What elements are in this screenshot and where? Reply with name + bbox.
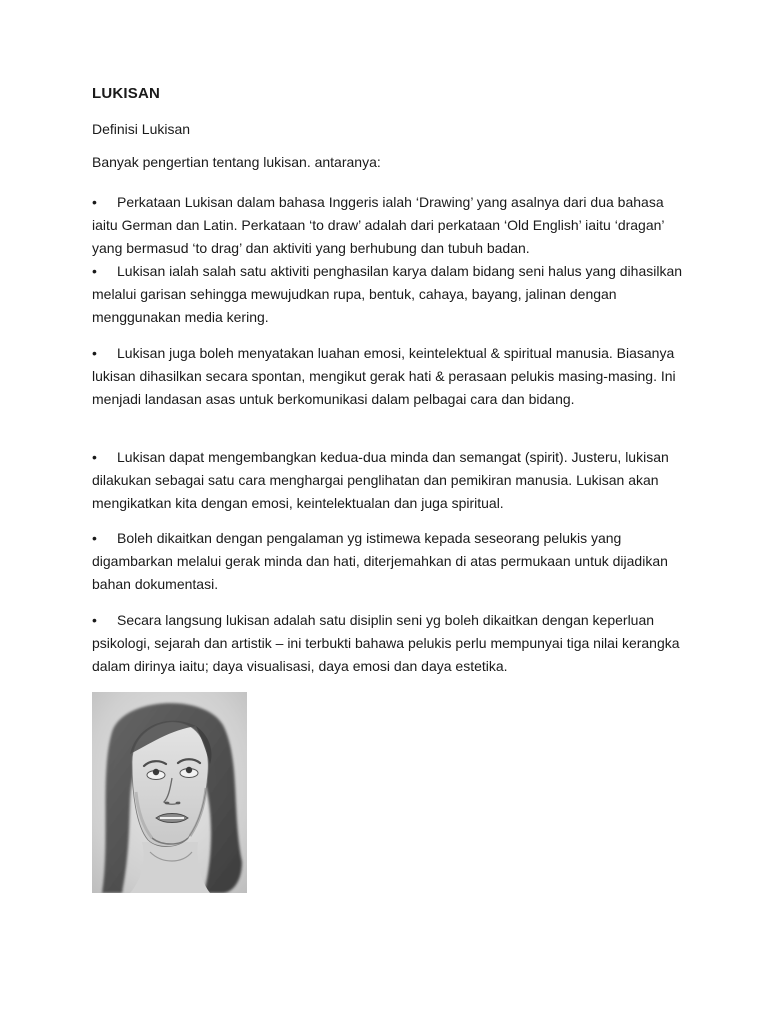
intro-text: Banyak pengertian tentang lukisan. antaranya: [92,154,381,170]
bullet-paragraph [92,609,692,678]
bullet-paragraph [92,527,692,596]
paragraph-text: Lukisan juga boleh menyatakan luahan emosi, keintelektual & spiritual manusia. Biasanya lukisan dihasilkan secara spontan, mengikut gerak hati & perasaan pelukis masing-masing. Ini menjadi landasan asas untuk berkomunikasi dalam pelbagai cara dan bidang. [92,345,676,407]
paragraph-text: Lukisan dapat mengembangkan kedua-dua minda dan semangat (spirit). Justeru, lukisan dilakukan sebagai satu cara menghargai penglihatan dan pemikiran manusia. Lukisan akan mengikatkan kita dengan emosi, keintelektualan dan juga spiritual. [92,449,669,511]
bullet-paragraph [92,191,692,260]
bullet-paragraph [92,446,692,515]
paragraph-text: Secara langsung lukisan adalah satu disiplin seni yg boleh dikaitkan dengan keperluan psikologi, sejarah dan artistik – ini terbukti bahawa pelukis perlu mempunyai tiga nilai kerangka dalam dirinya iaitu; daya visualisasi, daya emosi dan daya estetika. [92,612,680,674]
bullet-icon: • [92,194,97,210]
bullet-icon: • [92,530,97,546]
bullet-paragraph [92,342,692,411]
bullet-paragraph [92,260,692,329]
paragraph-text: Boleh dikaitkan dengan pengalaman yg istimewa kepada seseorang pelukis yang digambarkan melalui gerak minda dan hati, diterjemahkan di atas permukaan untuk dijadikan bahan dokumentasi. [92,530,668,592]
bullet-icon: • [92,449,97,465]
bullet-icon: • [92,263,97,279]
document-title: LUKISAN [92,85,161,102]
bullet-icon: • [92,612,97,628]
pencil-portrait-drawing [92,692,247,893]
section-subtitle: Definisi Lukisan [92,121,191,137]
bullet-icon: • [92,345,97,361]
paragraph-text: Lukisan ialah salah satu aktiviti penghasilan karya dalam bidang seni halus yang dihasilkan melalui garisan sehingga mewujudkan rupa, bentuk, cahaya, bayang, jalinan dengan menggunakan media kering. [92,263,683,325]
paragraph-text: Perkataan Lukisan dalam bahasa Inggeris ialah ‘Drawing’ yang asalnya dari dua bahasa iaitu German dan Latin. Perkataan ‘to draw’ adalah dari perkataan ‘Old English’ iaitu ‘dragan’ yang bermasud ‘to drag’ dan aktiviti yang berhubung dan tubuh badan. [92,194,665,256]
